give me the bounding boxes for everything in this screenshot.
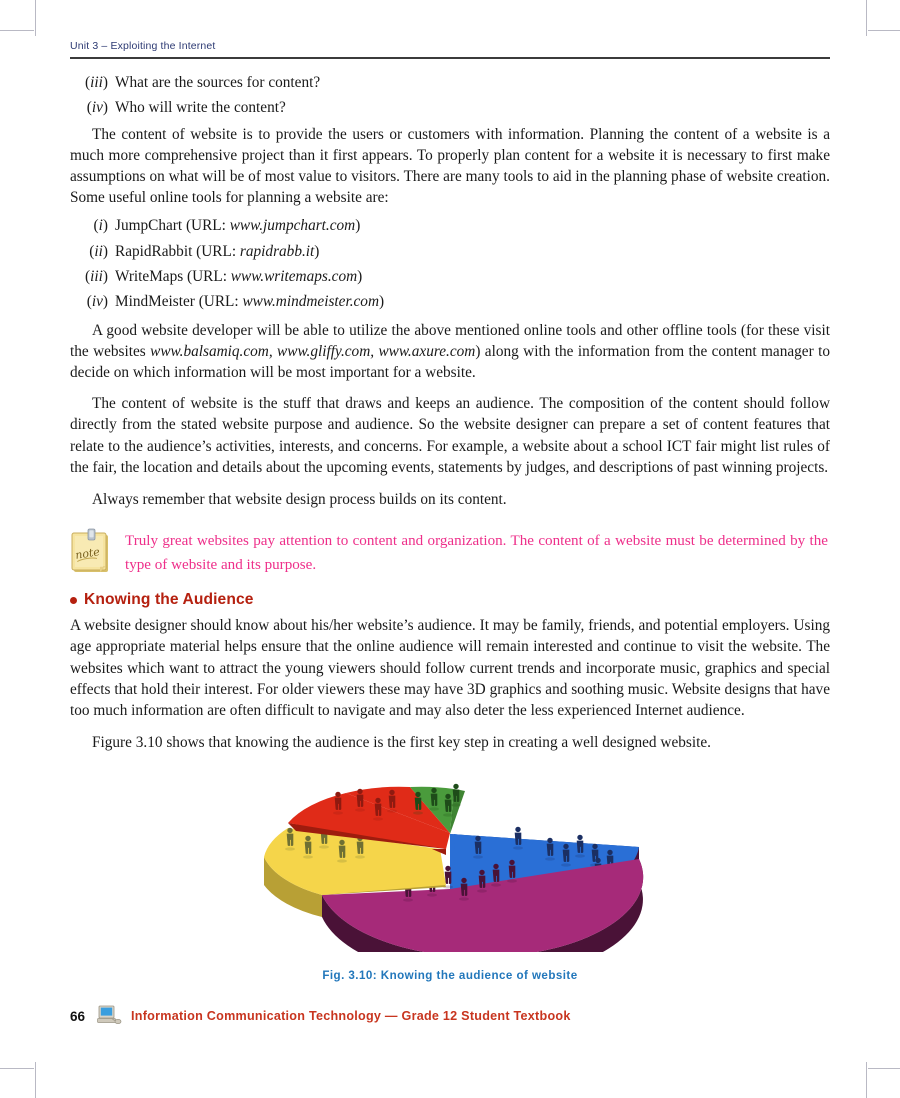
tool-numeral: (iv) <box>86 293 108 311</box>
tool-url: www.writemaps.com <box>230 268 358 285</box>
list-item <box>70 95 830 120</box>
dev-websites: www.balsamiq.com, www.gliffy.com, www.axure.com <box>150 342 476 360</box>
bullet-icon <box>70 597 77 604</box>
crop-mark-top-right-horizontal <box>868 30 900 31</box>
crop-mark-top-left-horizontal <box>0 30 34 31</box>
paragraph-audience-body: A website designer should know about his/her website’s audience. It may be family, friends, and potential employers. Using age appropriate material helps ensure that the online audience will remain interested and continue to visit the website. The websites which want to attract the young viewers should follow current trends and incorporate music, graphics and special effects that hold their interest. For older viewers these may have 3D graphics and soothing music. Website designs that have too much information are often difficult to navigate and may also deter the less experienced Internet audience. <box>70 617 830 720</box>
footer-text: Information Communication Technology — Grade 12 Student Textbook <box>131 1009 571 1023</box>
question-numeral: (iii) <box>85 73 108 91</box>
tool-numeral: (i) <box>93 217 108 235</box>
note-icon <box>70 528 116 576</box>
crop-mark-bottom-left-horizontal <box>0 1068 34 1069</box>
running-head: Unit 3 – Exploiting the Internet <box>70 40 216 52</box>
tool-numeral: (iii) <box>85 268 108 285</box>
list-item <box>70 289 830 314</box>
note-text: Truly great websites pay attention to content and organization. The content of a website must be determined by the type of website and its purpose. <box>125 533 828 574</box>
dev-text-a: A good website developer will be able to utilize the above mentioned online tools and other offline tools (for these visit the websites <box>70 321 830 360</box>
tool-name: RapidRabbit (URL: <box>115 242 240 260</box>
paragraph-figure-lead: Figure 3.10 shows that knowing the audience is the first key step in creating a well designed website. <box>92 734 711 752</box>
tool-url: www.mindmeister.com <box>242 293 380 311</box>
tool-close: ) <box>379 293 385 311</box>
figure-block <box>70 777 830 982</box>
dev-text-b: ) along with the information from the content manager to decide on which information will be most important for a website. <box>70 342 830 381</box>
crop-mark-bottom-left-vertical <box>35 1062 36 1098</box>
figure-caption: Fig. 3.10: Knowing the audience of website <box>322 969 578 983</box>
tool-close: ) <box>314 242 320 260</box>
paragraph-content-intro: The content of website is to provide the users or customers with information. Planning the content of a website is a much more comprehensive project than it first appears. To properly plan content for a website it is necessary to first make assumptions on what will be of most value to visitors. There are many tools to aid in the planning phase of website creation. Some useful online tools for planning a website are: <box>70 125 830 207</box>
planning-tools-list <box>70 213 830 314</box>
tool-entry <box>108 264 362 289</box>
paragraph-developer-tools <box>70 320 830 384</box>
crop-mark-top-left-vertical <box>35 0 36 36</box>
tool-entry <box>108 213 360 238</box>
page-content <box>70 40 830 982</box>
section-heading <box>70 591 830 609</box>
desktop-computer-icon <box>96 1005 122 1027</box>
tool-url: rapidrabb.it <box>239 242 315 260</box>
page-footer <box>70 1005 830 1027</box>
list-item <box>70 213 830 238</box>
tool-close: ) <box>355 217 361 235</box>
tool-name: JumpChart (URL: <box>115 217 230 235</box>
paragraph-always-remember: Always remember that website design process builds on its content. <box>92 491 507 509</box>
question-numeral: (iv) <box>86 98 108 116</box>
crop-mark-bottom-right-vertical <box>866 1062 867 1098</box>
paragraph-content-stuff: The content of website is the stuff that draws and keeps an audience. The composition of the content should follow directly from the stated website purpose and audience. So the website designer can prepare a set of content features that relate to the audience’s activities, interests, and concerns. For example, a website about a school ICT fair might list rules of the fair, the location and details about the upcoming events, statements by judges, and descriptions of past winning projects. <box>70 395 830 476</box>
list-item <box>70 70 830 95</box>
tool-entry <box>108 289 384 314</box>
tool-url: www.jumpchart.com <box>229 217 356 235</box>
sticky-note-icon <box>70 528 116 576</box>
tool-numeral: (ii) <box>89 242 108 260</box>
list-item <box>70 239 830 264</box>
running-head-rule <box>70 57 830 59</box>
note-callout <box>70 526 830 577</box>
note-icon-label: note <box>74 545 101 563</box>
tool-name: MindMeister (URL: <box>115 293 243 311</box>
question-text: What are the sources for content? <box>115 73 321 91</box>
pie-chart-3d <box>250 777 650 952</box>
tool-name: WriteMaps (URL: <box>115 268 231 285</box>
tool-close: ) <box>357 268 363 285</box>
section-heading-label: Knowing the Audience <box>84 591 254 609</box>
question-list <box>70 70 830 120</box>
page-number: 66 <box>70 1008 86 1024</box>
crop-mark-top-right-vertical <box>866 0 867 36</box>
list-item <box>70 264 830 289</box>
question-text: Who will write the content? <box>115 98 286 116</box>
tool-entry <box>108 239 319 264</box>
crop-mark-bottom-right-horizontal <box>868 1068 900 1069</box>
